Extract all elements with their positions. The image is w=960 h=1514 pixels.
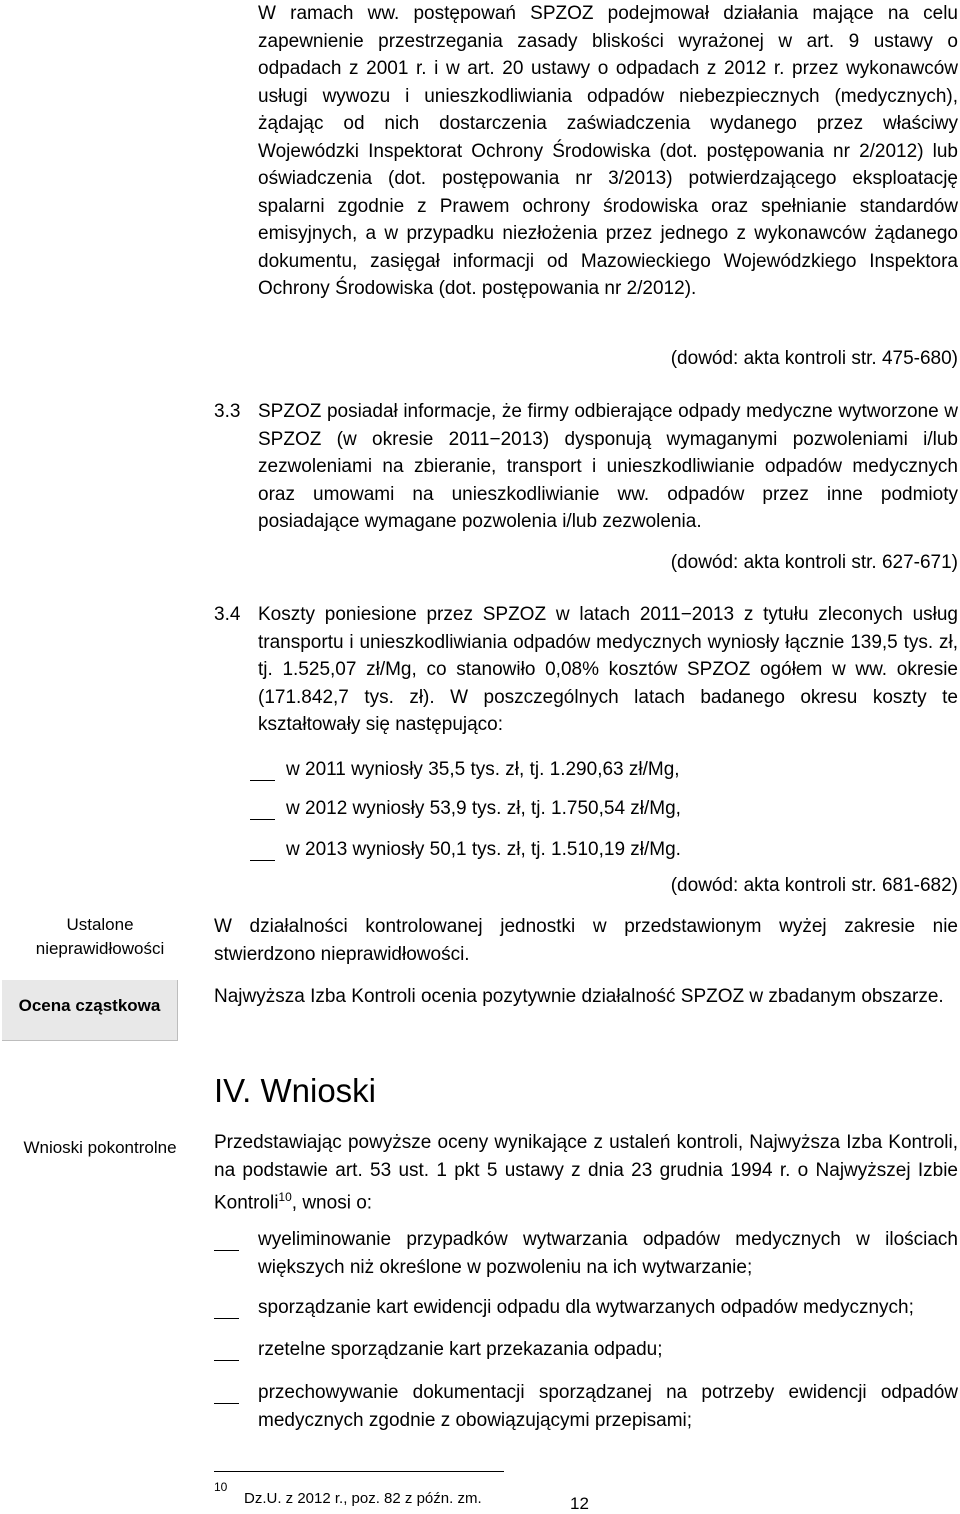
list-item: rzetelne sporządzanie kart przekazania odpadu; (258, 1339, 663, 1360)
margin-label-assessment: Ocena cząstkowa (18, 996, 161, 1015)
margin-label-irregularities: Ustalone nieprawidłowości (35, 915, 165, 958)
list-item-dash (250, 807, 275, 825)
list-item-dash (214, 1348, 239, 1366)
margin-label-conclusions: Wnioski pokontrolne (23, 1138, 177, 1157)
list-item: przechowywanie dokumentacji sporządzanej na potrzeby ewidencji odpadów medycznych zgodnie z obowiązującymi przepisami; (258, 1382, 958, 1431)
section-number: 3.4 (214, 604, 241, 625)
section-paragraph: Koszty poniesione przez SPZOZ w latach 2011−2013 z tytułu zleconych usług transportu i unieszkodliwiania odpadów medycznych wyniosły łącznie 139,5 tys. zł, tj. 1.525,07 zł/Mg, co stanowiło 0,08% kosztów SPZOZ ogółem w ww. okresie (171.842,7 tys. zł). W poszczególnych latach badanego okresu koszty te kształtowały się następująco: (258, 604, 958, 735)
list-item-dash (250, 768, 275, 786)
footnote-separator (214, 1471, 504, 1472)
conclusions-intro-end: , wnosi o: (291, 1192, 373, 1214)
section-number: 3.3 (214, 401, 241, 422)
list-item-dash (214, 1391, 239, 1409)
assessment-paragraph: Najwyższa Izba Kontroli ocenia pozytywnie działalność SPZOZ w zbadanym obszarze. (214, 986, 944, 1007)
list-item: sporządzanie kart ewidencji odpadu dla wytwarzanych odpadów medycznych; (258, 1297, 914, 1318)
list-item: wyeliminowanie przypadków wytwarzania odpadów medycznych w ilościach większych niż określone w pozwoleniu na ich wytwarzanie; (258, 1229, 958, 1278)
conclusions-intro-text: Przedstawiając powyższe oceny wynikające z ustaleń kontroli, Najwyższa Izba Kontroli, na podstawie art. 53 ust. 1 pkt 5 ustawy z dnia 23 grudnia 1994 r. o Najwyższej Izbie Kontroli (214, 1132, 958, 1214)
evidence-reference: (dowód: akta kontroli str. 627-671) (670, 552, 958, 573)
conclusions-intro (214, 1129, 958, 1217)
list-item: w 2013 wyniosły 50,1 tys. zł, tj. 1.510,19 zł/Mg. (286, 839, 681, 860)
section-heading: IV. Wnioski (214, 1072, 377, 1109)
evidence-reference: (dowód: akta kontroli str. 475-680) (670, 348, 958, 369)
irregularities-paragraph: W działalności kontrolowanej jednostki w przedstawionym wyżej zakresie nie stwierdzono nieprawidłowości. (214, 916, 958, 965)
section-paragraph: SPZOZ posiadał informacje, że firmy odbierające odpady medyczne wytworzone w SPZOZ (w okresie 2011−2013) dysponują wymaganymi pozwoleniami i/lub zezwoleniami na zbieranie, transport i unieszkodliwianie odpadów medycznych oraz umowami na unieszkodliwianie ww. odpadów przez inne podmioty posiadające wymagane pozwolenia i/lub zezwolenia. (258, 401, 958, 532)
list-item: w 2011 wyniosły 35,5 tys. zł, tj. 1.290,63 zł/Mg, (286, 759, 680, 780)
page-number: 12 (570, 1494, 589, 1513)
list-item-dash (214, 1306, 239, 1324)
list-item-dash (250, 848, 275, 866)
evidence-reference: (dowód: akta kontroli str. 681-682) (670, 875, 958, 896)
intro-paragraph: W ramach ww. postępowań SPZOZ podejmował działania mające na celu zapewnienie przestrzegania zasady bliskości wyrażonej w art. 9 ustawy o odpadach z 2001 r. i w art. 20 ustawy o odpadach z 2012 r. przez wykonawców usługi wywozu i unieszkodliwiania odpadów niebezpiecznych (medycznych), żądając od nich dostarczenia zaświadczenia wydanego przez właściwy Wojewódzki Inspektorat Ochrony Środowiska (dot. postępowania nr 2/2012) lub oświadczenia (dot. postępowania nr 3/2013) potwierdzającego eksploatację spalarni zgodnie z Prawem ochrony środowiska oraz spełnianie standardów emisyjnych, a w przypadku niezłożenia przez jednego z wykonawców żądanego dokumentu, zasięgał informacji od Mazowieckiego Wojewódzkiego Inspektora Ochrony Środowiska (dot. postępowania nr 2/2012). (258, 3, 958, 299)
list-item-dash (214, 1238, 239, 1256)
list-item: w 2012 wyniosły 53,9 tys. zł, tj. 1.750,54 zł/Mg, (286, 798, 681, 819)
footnote-number: 10 (214, 1480, 228, 1494)
footnote-marker: 10 (278, 1190, 292, 1204)
footnote-text: Dz.U. z 2012 r., poz. 82 z późn. zm. (244, 1490, 482, 1507)
